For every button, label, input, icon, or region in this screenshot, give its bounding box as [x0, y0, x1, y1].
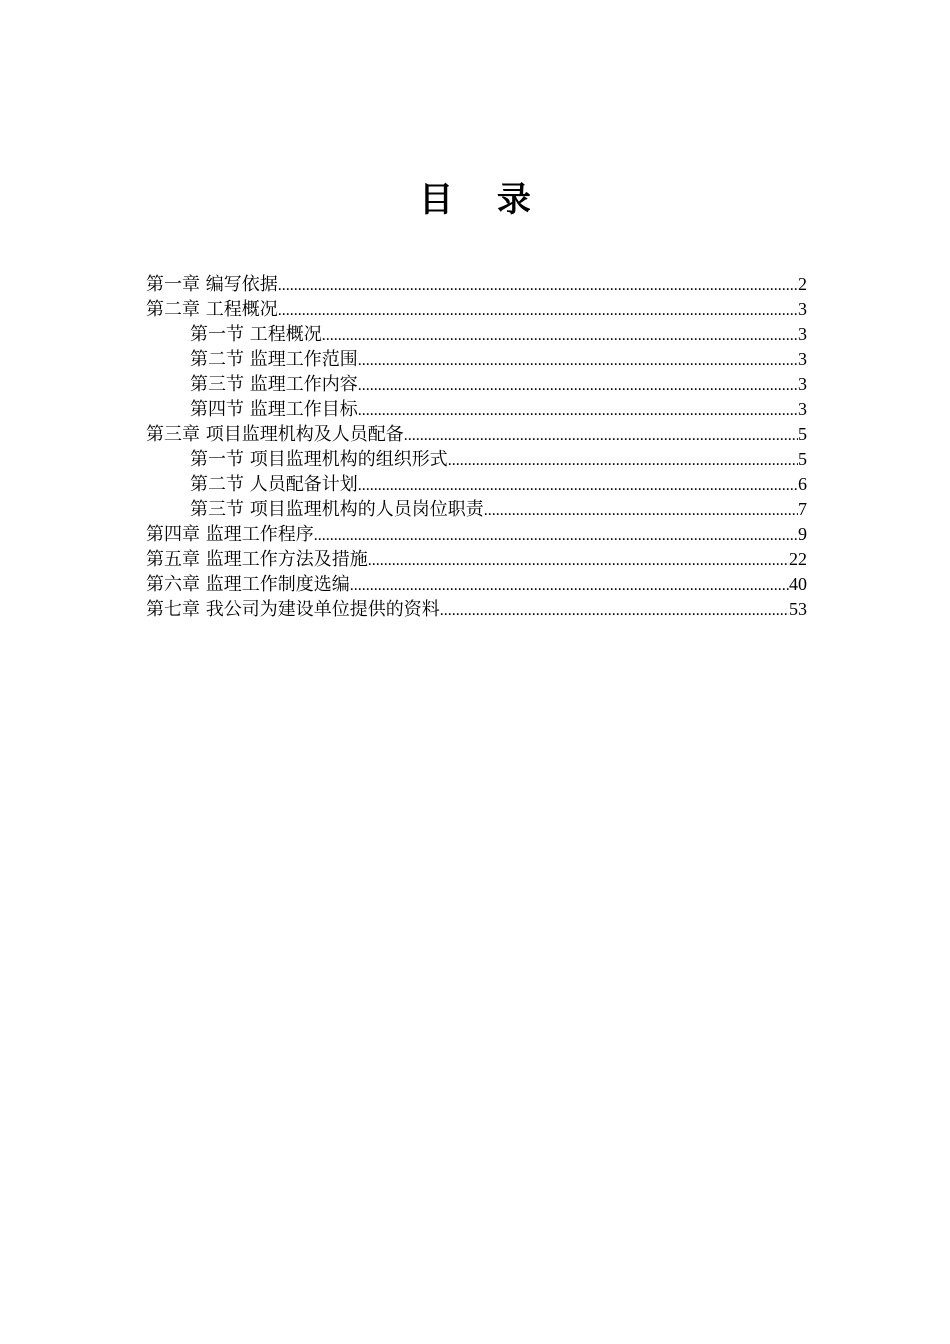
toc-entry-section-3-2[interactable]: [146, 472, 807, 497]
toc-entry-page: 3: [798, 349, 807, 369]
toc-entry-label: 第二节 人员配备计划: [190, 474, 358, 495]
dot-leader: [448, 448, 798, 473]
toc-entry-chapter-7[interactable]: [146, 597, 807, 622]
dot-leader: [278, 273, 798, 298]
toc-entry-section-2-3[interactable]: [146, 372, 807, 397]
toc-entry-label: 第二章 工程概况: [146, 299, 278, 320]
dot-leader: [484, 498, 798, 523]
toc-entry-page: 9: [798, 524, 807, 544]
toc-entry-chapter-5[interactable]: [146, 547, 807, 572]
toc-entry-label: 第六章 监理工作制度选编: [146, 574, 350, 595]
dot-leader: [350, 573, 789, 598]
toc-entry-label: 第三节 监理工作内容: [190, 374, 358, 395]
toc-entry-section-2-4[interactable]: [146, 397, 807, 422]
toc-entry-chapter-1[interactable]: [146, 272, 807, 297]
dot-leader: [358, 473, 798, 498]
toc-entry-page: 2: [798, 274, 807, 294]
dot-leader: [358, 348, 798, 373]
toc-entry-page: 40: [789, 574, 807, 594]
toc-entry-page: 6: [798, 474, 807, 494]
toc-entry-label: 第五章 监理工作方法及措施: [146, 549, 368, 570]
toc-entry-page: 3: [798, 324, 807, 344]
dot-leader: [440, 598, 789, 623]
toc-entry-label: 第一章 编写依据: [146, 274, 278, 295]
toc-entry-label: 第二节 监理工作范围: [190, 349, 358, 370]
toc-entry-section-3-1[interactable]: [146, 447, 807, 472]
toc-entry-label: 第四节 监理工作目标: [190, 399, 358, 420]
page-title: 目 录: [419, 180, 547, 220]
dot-leader: [404, 423, 798, 448]
toc-entry-label: 第四章 监理工作程序: [146, 524, 314, 545]
dot-leader: [278, 298, 798, 323]
dot-leader: [358, 398, 798, 423]
toc-entry-page: 53: [789, 599, 807, 619]
toc-entry-section-2-2[interactable]: [146, 347, 807, 372]
toc-entry-page: 5: [798, 424, 807, 444]
toc-entry-section-3-3[interactable]: [146, 497, 807, 522]
toc-entry-page: 3: [798, 399, 807, 419]
toc-entry-page: 3: [798, 374, 807, 394]
toc-entry-chapter-3[interactable]: [146, 422, 807, 447]
toc-entry-label: 第三章 项目监理机构及人员配备: [146, 424, 404, 445]
dot-leader: [358, 373, 798, 398]
toc-entry-page: 3: [798, 299, 807, 319]
toc-entry-chapter-4[interactable]: [146, 522, 807, 547]
dot-leader: [368, 548, 789, 573]
toc-entry-section-2-1[interactable]: [146, 322, 807, 347]
toc-entry-page: 7: [798, 499, 807, 519]
dot-leader: [322, 323, 798, 348]
toc-entry-label: 第一节 工程概况: [190, 324, 322, 345]
toc-entry-page: 22: [789, 549, 807, 569]
toc-entry-label: 第三节 项目监理机构的人员岗位职责: [190, 499, 484, 520]
toc-entry-chapter-2[interactable]: [146, 297, 807, 322]
dot-leader: [314, 523, 798, 548]
toc-entry-page: 5: [798, 449, 807, 469]
table-of-contents: [146, 272, 807, 622]
toc-entry-chapter-6[interactable]: [146, 572, 807, 597]
toc-entry-label: 第一节 项目监理机构的组织形式: [190, 449, 448, 470]
toc-entry-label: 第七章 我公司为建设单位提供的资料: [146, 599, 440, 620]
